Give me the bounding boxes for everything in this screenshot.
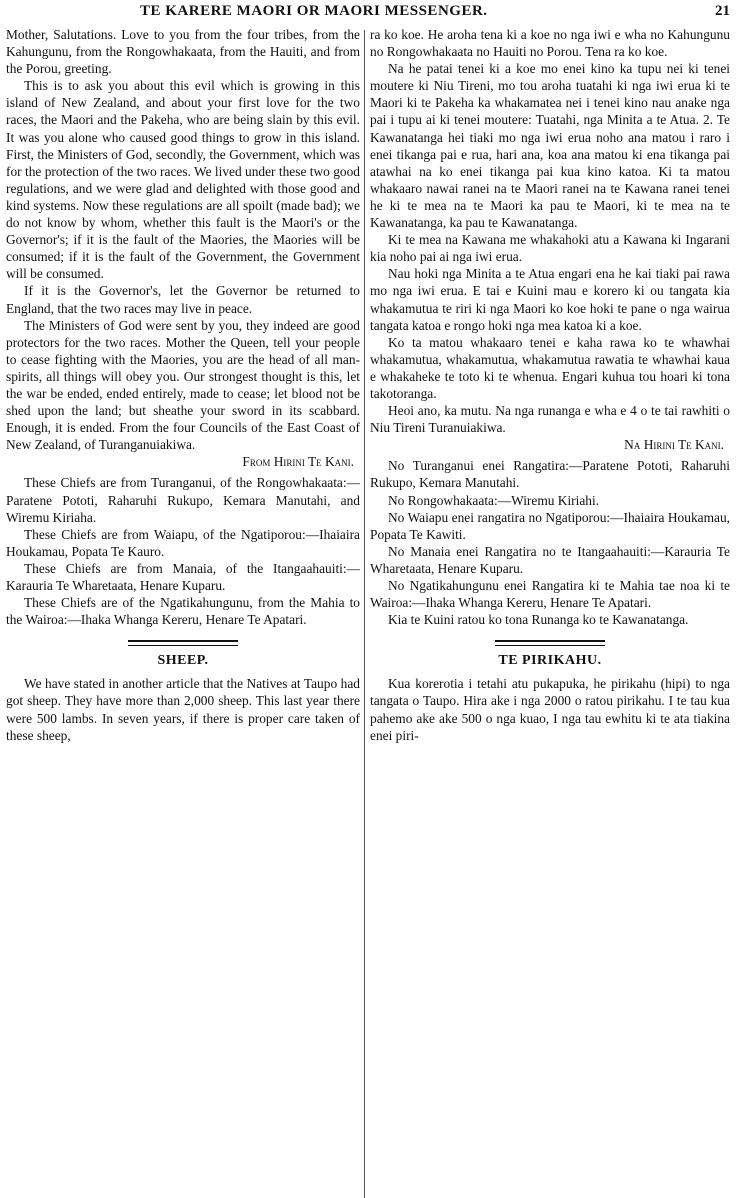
section-paragraph: We have stated in another article that the Natives at Taupo had got sheep. They have more than 2,000 sheep. This last year there were 500 lambs. In seven years, if there is proper care taken of these sheep, [6,676,360,743]
english-column [6,26,360,744]
signature: Na Hirini Te Kani. [624,437,724,453]
signature: From Hirini Te Kani. [242,454,354,470]
chiefs-paragraph: No Manaia enei Rangatira no te Itangaahauiti:—Karauria Te Wharetaata, Henare Kuparu. [370,543,730,576]
section-paragraph: Kua korerotia i tetahi atu pukapuka, he pirikahu (hipi) to nga tangata o Taupo. Hira ake i nga 2000 o ratou pirikahu. I te tau kua pahemo ake ake 500 o nga kuao, I nga tau ewhitu ki te ata tiakina enei piri- [370,676,730,743]
paragraph: Mother, Salutations. Love to you from the four tribes, from the Kahungunu, from the Rongowhakaata, from the Hauiti, and from the Porou, greeting. [6,27,360,77]
chiefs-paragraph: No Turanganui enei Rangatira:—Paratene Pototi, Raharuhi Rukupo, Kemara Manutahi. [370,458,730,491]
chiefs-paragraph: These Chiefs are from Turanganui, of the Rongowhakaata:—Paratene Pototi, Raharuhi Rukupo, Kemara Manutahi, and Wiremu Kiriaha. [6,475,360,525]
chiefs-paragraph: No Ngatikahungunu enei Rangatira ki te Mahia tae noa ki te Wairoa:—Ihaka Whanga Kereru, Henare Te Apatari. [370,578,730,611]
section-title: SHEEP. [157,653,209,669]
paragraph: ra ko koe. He aroha tena ki a koe no nga iwi e wha no Kahungunu no Rongowhakaata no Hauiti no Porou. Tena ra ko koe. [370,27,730,60]
paragraph: Ko ta matou whakaaro tenei e kaha rawa ko te whawhai whakamutua, whakamutua, whakamutua rawatia te whawhai kaua e whakaheke te toto ki te whenua. Engari kuhua tou hoari ki tona takotoranga. [370,334,730,401]
section-rule [128,640,238,646]
page-number: 21 [715,3,730,19]
maori-column [370,26,730,744]
section-title: TE PIRIKAHU. [498,653,602,669]
paragraph: Ki te mea na Kawana me whakahoki atu a Kawana ki Ingarani kia noho pai ai nga iwi erua. [370,232,730,265]
page-header [0,0,742,24]
chiefs-paragraph: Kia te Kuini ratou ko tona Runanga ko te Kawanatanga. [388,612,689,628]
chiefs-paragraph: These Chiefs are from Manaia, of the Itangaahauiti:—Karauria Te Wharetaata, Henare Kuparu. [6,560,360,593]
paragraph: If it is the Governor's, let the Governor be returned to England, that the two races may live in peace. [6,283,360,316]
paragraph: Heoi ano, ka mutu. Na nga runanga e wha e 4 o te tai rawhiti o Niu Tireni Turanuiakiwa. [370,403,730,436]
section-rule [495,640,605,646]
chiefs-paragraph: No Waiapu enei rangatira no Ngatiporou:—Ihaiaira Houkamau, Popata Te Kawiti. [370,509,730,542]
newspaper-title: TE KARERE MAORI OR MAORI MESSENGER. [140,3,488,19]
paragraph: Na he patai tenei ki a koe mo enei kino ka tupu nei ki tenei moutere ki Niu Tireni, mo tou aroha tuatahi ki nga iwi erua ki te Maori ki te Pakeha ka whakamatea nei i tenei kino nau anake nga pai i tupu ai ki tenei moutere: Tuatahi, nga Minita a te Atua. 2. Te Kawanatanga hei tiaki mo nga iwi erua noho ana matou i raro i enei tikanga pai e rua, hari ana, koa ana matou ki ena tikanga pai atawhai na ko enei tikanga pai kua kino katoa. Ki ta matou whakaaro nawai ranei na te Maori ranei na te Kawana ranei tenei he ki te mea na te Maori ka pau te Maori, ki te mea na te Kawanatanga, ka pau te Kawanatanga. [370,61,730,231]
chiefs-paragraph: These Chiefs are of the Ngatikahungunu, from the Mahia to the Wairoa:—Ihaka Whanga Kereru, Henare Te Apatari. [6,595,360,628]
column-divider [364,30,365,1198]
paragraph: Nau hoki nga Minita a te Atua engari ena he kai tiaki pai rawa mo nga iwi erua. E tai e Kuini mau e korero ki ou tangata kia whakamutua te riri ki nga Maori ko koe hoki te pane o nga wairua tangata katoa e rongo hoki nga mea katoa ki a koe. [370,266,730,333]
chiefs-paragraph: These Chiefs are from Waiapu, of the Ngatiporou:—Ihaiaira Houkamau, Popata Te Kauro. [6,526,360,559]
paragraph: The Ministers of God were sent by you, they indeed are good protectors for the two races. Mother the Queen, tell your people to cease fighting with the Maories, you are the head of all man-spirits, all things will obey you. Our strongest thought is this, let the war be ended, ended entirely, made to cease; let blood not be shed upon the land; but sheathe your sword in its scabbard. Enough, it is ended. From the four Councils of the East Coast of New Zealand, of Turanganuiakiwa. [6,317,360,453]
chiefs-paragraph: No Rongowhakaata:—Wiremu Kiriahi. [388,492,600,508]
paragraph: This is to ask you about this evil which is growing in this island of New Zealand, and about your first love for the two races, the Maori and the Pakeha, who are being slain by this evil. It was you alone who caused good things to grow in this island. First, the Ministers of God, secondly, the Government, which was for the protection of the two races. We lived under these two good regulations, and we were glad and delighted with those good and kind systems. Now these regulations are all spoilt (made bad); we do not know by whom, whether this fault is the Maori's or the Governor's; if it is the fault of the Maories, the Maories will be consumed; if it is the fault of the Government, the Government will be consumed. [6,78,360,282]
